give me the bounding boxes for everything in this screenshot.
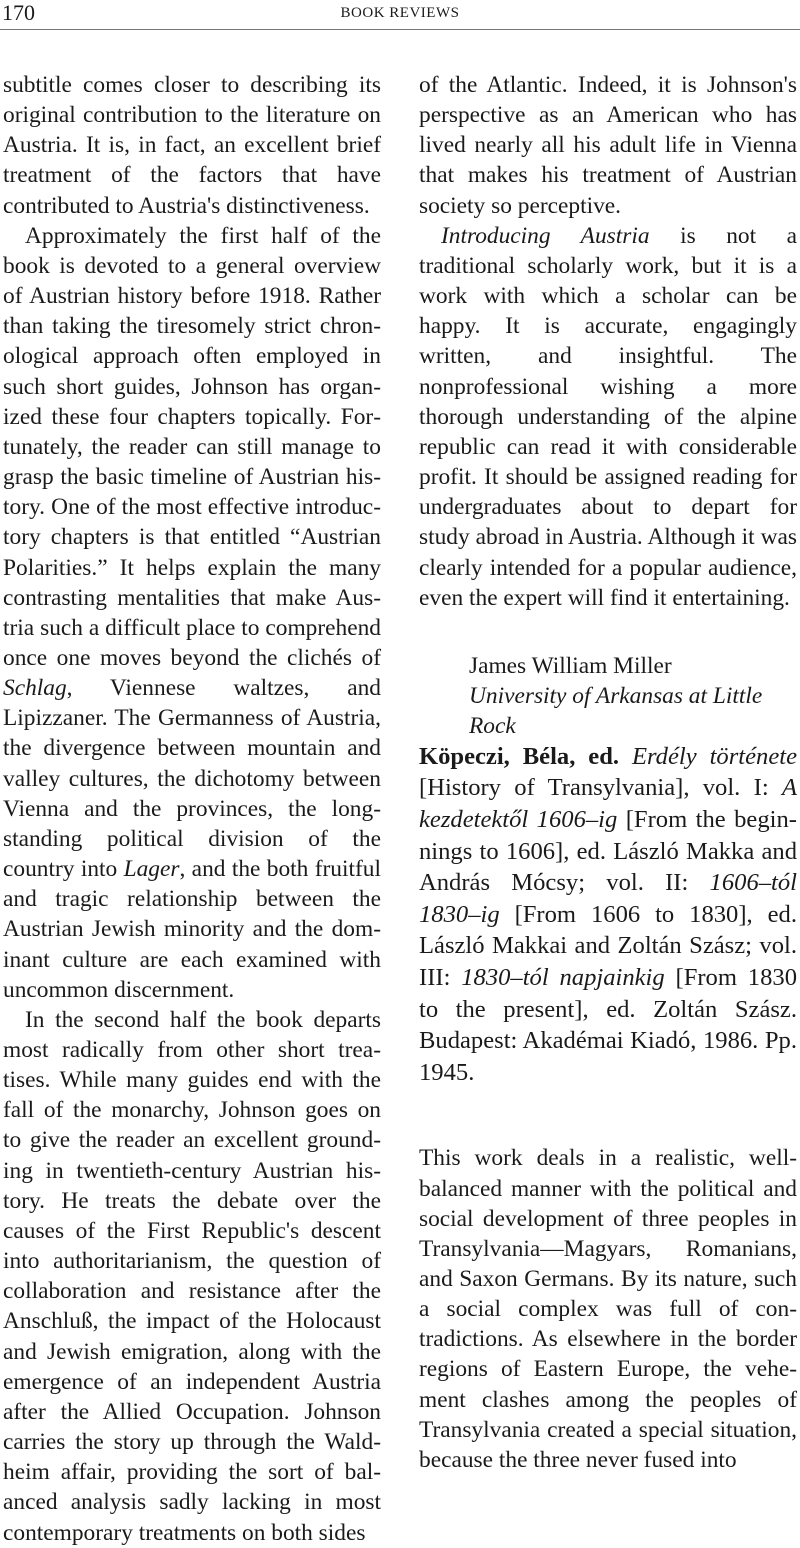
text-run: Approximately the first half of the book is devoted to a general overview of Austrian history before 1918. Rather than taking the tiresomely strict chronological approach often employed in such short guides, Johnson has organized these four chapters topically. Fortunately, the reader can still manage to grasp the basic timeline of Austrian history. One of the most effective introductory chapters is that entitled “Austrian Polarities.” It helps explain the many contrasting mentalities that make Austria such a difficult place to comprehend once one moves beyond the clichés of xyxy=(3,222,381,671)
vol1-details: [From the beginnings to 1606], ed. László Makka and András Mócsy; vol. II: xyxy=(419,806,797,897)
italic-term-schlag: Schlag xyxy=(3,675,67,702)
header-rule xyxy=(0,29,800,30)
paragraph-evaluation xyxy=(419,221,797,613)
paragraph-continued: subtitle comes closer to describing its original contribution to the literature on Austria. It is, in fact, an excellent brief treatment of the factors that have contributed to Austria's distinctiveness. xyxy=(3,72,381,219)
paragraph-continued-right: of the Atlantic. Indeed, it is Johnson's perspective as an American who has lived nearly all his adult life in Vienna that makes his treatment of Austrian society so perceptive. xyxy=(419,72,797,219)
vol1-title: A kezdetektől 1606–ig xyxy=(419,774,797,833)
vol3-title: 1830–tól napjainkig xyxy=(461,963,665,991)
left-column xyxy=(3,70,381,1548)
paragraph-overview xyxy=(3,221,381,1005)
title-english: [History of Transylvania], vol. I: xyxy=(419,774,769,802)
page-number: 170 xyxy=(2,0,35,25)
italic-term-lager: Lager xyxy=(123,856,180,883)
vol3-details: [From 1830 to the present], ed. Zoltán Szász. Budapest: Akadémai Kiadó, 1986. Pp. 1945. xyxy=(419,963,797,1086)
reviewer-affiliation xyxy=(469,681,797,741)
review-author: Köpeczi, Béla, ed. xyxy=(419,742,620,770)
running-title: BOOK REVIEWS xyxy=(340,5,460,21)
review-citation xyxy=(419,741,797,1089)
paragraph-second-half: In the second half the book departs most radically from other short treatises. While many guides end with the fall of the monarchy, Johnson goes on to give the reader an excellent grounding in twentieth-century Austrian history. He treats the debate over the causes of the First Republic's descent into authoritarianism, the question of collaboration and resistance after the Anschluß, the impact of the Holocaust and Jewish emigration, along with the emergence of an independent Austria after the Allied Occupation. Johnson carries the story up through the Waldheim affair, providing the sort of balanced analysis sadly lacking in most contemporary treatments on both sides xyxy=(3,1006,381,1546)
affiliation-italic: University of Arkansas at Little Rock xyxy=(469,682,763,739)
text-run: , and the both fruitful and tragic relationship between the Austrian Jewish minority and the dominant culture are each examined with uncommon discernment. xyxy=(3,856,381,1003)
running-head xyxy=(0,0,800,30)
book-title-italic: Introducing Austria xyxy=(441,222,650,249)
title-hungarian: Erdély története xyxy=(632,742,797,770)
text-run: , Viennese waltzes, and Lipizzaner. The Germanness of Austria, the divergence between mountain and valley cultures, the dichotomy between Vienna and the provinces, the long-standing political division of the country into xyxy=(3,675,381,883)
reviewer-signature xyxy=(469,651,797,741)
reviewer-name: James William Miller xyxy=(469,652,672,679)
right-column xyxy=(419,70,797,1475)
review-body-paragraph: This work deals in a realistic, well-balanced manner with the political and social development of three peoples in Transylvania—Magyars, Romanians, and Saxon Germans. By its nature, such a social complex was full of contradictions. As elsewhere in the border regions of Eastern Europe, the vehement clashes among the peoples of Transylvania created a special situation, because the three never fused into xyxy=(419,1145,797,1473)
text-run: is not a traditional scholarly work, but it is a work with which a scholar can be happy. It is accurate, engagingly written, and insightful. The nonprofessional wishing a more thorough understanding of the alpine republic can read it with considerable profit. It should be assigned reading for undergraduates about to depart for study abroad in Austria. Although it was clearly intended for a popular audience, even the expert will find it entertaining. xyxy=(419,222,797,611)
vol2-details: [From 1606 to 1830], ed. László Makkai and Zoltán Szász; vol. III: xyxy=(419,900,797,991)
vol2-title: 1606–tól 1830–ig xyxy=(419,869,797,928)
